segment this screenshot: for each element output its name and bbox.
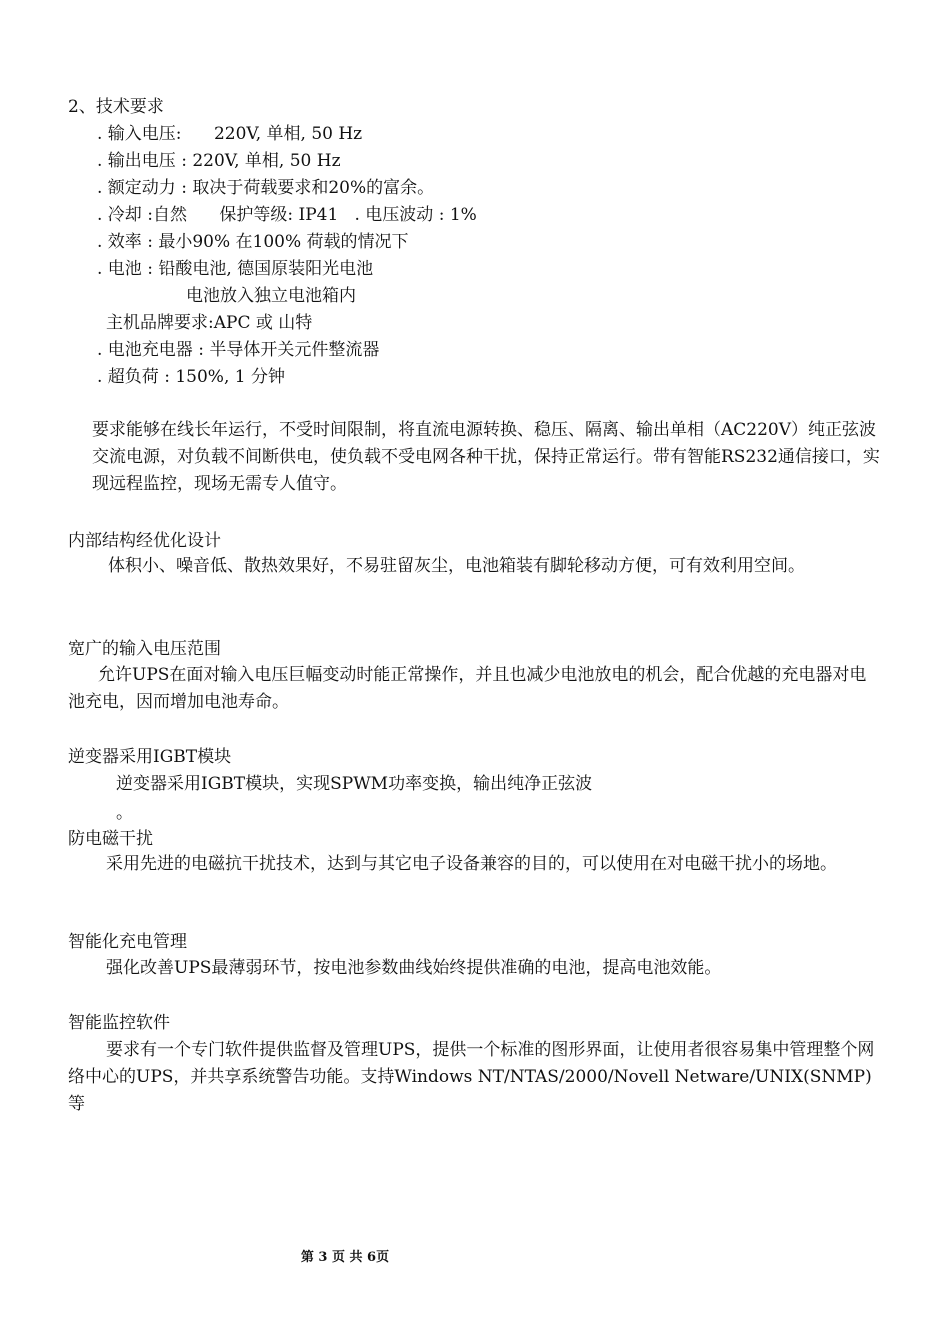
section-title-monitoring: 智能监控软件 [68,1013,170,1033]
spec-output-voltage: . 输出电压 : 220V, 单相, 50 Hz [97,151,341,171]
tech-requirements-heading: 2、技术要求 [68,97,164,117]
section-title-input-range: 宽广的输入电压范围 [68,639,221,659]
section-body-igbt-tail: 。 [116,803,133,823]
spec-overload: . 超负荷 : 150%, 1 分钟 [97,367,285,387]
requirement-paragraph: 要求能够在线长年运行，不受时间限制，将直流电源转换、稳压、隔离、输出单相（AC220V）纯正弦波交流电源，对负载不间断供电，使负载不受电网各种干扰，保持正常运行。带有智能RS232通信接口，实现远程监控，现场无需专人值守。 [92,420,880,494]
spec-battery: . 电池 : 铅酸电池, 德国原装阳光电池 [97,259,374,279]
section-body-structure: 体积小、噪音低、散热效果好，不易驻留灰尘，电池箱装有脚轮移动方便，可有效利用空间。 [108,556,805,576]
section-body-igbt: 逆变器采用IGBT模块，实现SPWM功率变换，输出纯净正弦波 [116,774,593,794]
spec-input-voltage: . 输入电压: 220V, 单相, 50 Hz [97,124,363,144]
section-title-igbt: 逆变器采用IGBT模块 [68,747,232,767]
spec-charger: . 电池充电器 : 半导体开关元件整流器 [97,340,380,360]
spec-battery-box: 电池放入独立电池箱内 [186,286,356,306]
section-body-charging: 强化改善UPS最薄弱环节，按电池参数曲线始终提供准确的电池，提高电池效能。 [106,958,722,978]
page-number-footer: 第 3 页 共 6页 [300,1250,390,1265]
spec-brand: 主机品牌要求:APC 或 山特 [106,313,313,333]
section-body-input-range: 允许UPS在面对输入电压巨幅变动时能正常操作，并且也减少电池放电的机会，配合优越的充电器对电池充电，因而增加电池寿命。 [68,665,867,712]
section-body-monitoring: 要求有一个专门软件提供监督及管理UPS，提供一个标准的图形界面，让使用者很容易集中管理整个网络中心的UPS，并共享系统警告功能。支持Windows NT/NTAS/2000/Novell Netware/UNIX(SNMP)等 [68,1040,875,1114]
spec-cooling-protection: . 冷却 :自然 保护等级: IP41 . 电压波动 : 1% [97,205,477,225]
section-title-emi: 防电磁干扰 [68,829,153,849]
spec-rated-power: . 额定动力 : 取决于荷载要求和20%的富余。 [97,178,435,198]
section-body-emi: 采用先进的电磁抗干扰技术，达到与其它电子设备兼容的目的，可以使用在对电磁干扰小的场地。 [106,854,837,874]
section-title-charging: 智能化充电管理 [68,932,187,952]
section-title-structure: 内部结构经优化设计 [68,531,221,551]
spec-efficiency: . 效率 : 最小90% 在100% 荷载的情况下 [97,232,409,252]
